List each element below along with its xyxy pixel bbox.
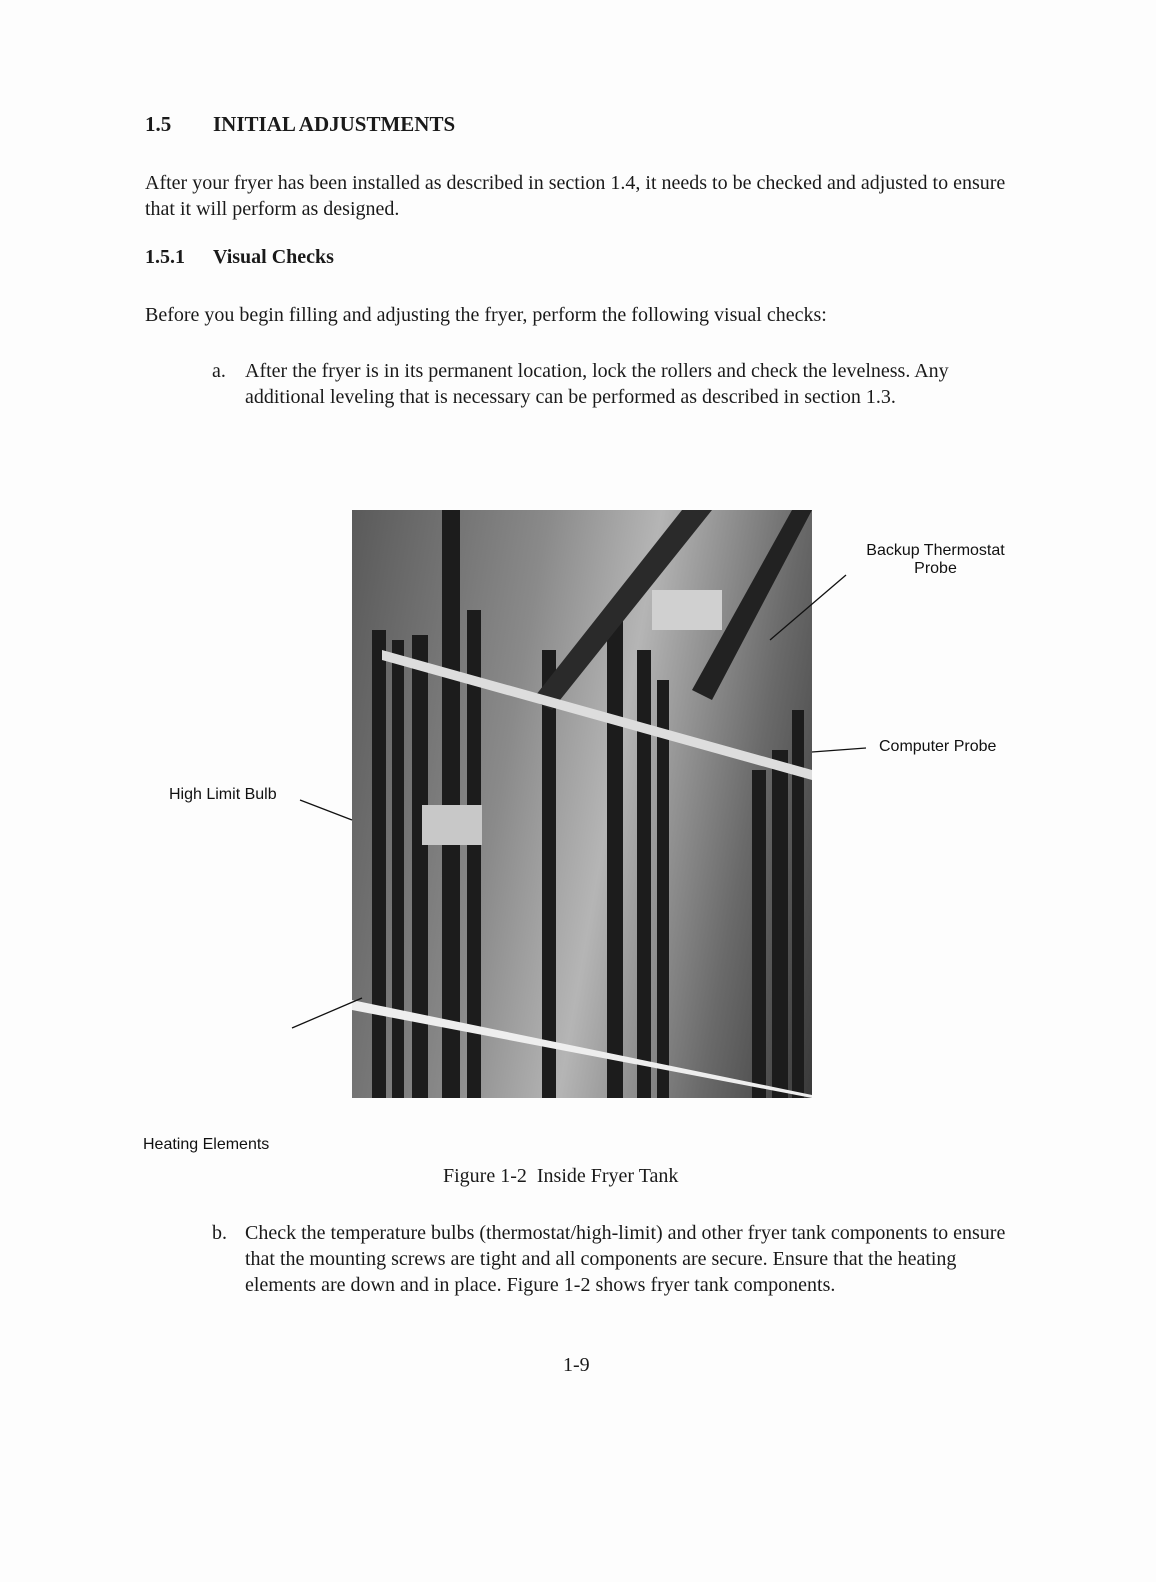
subsection-heading: 1.5.1 Visual Checks bbox=[145, 246, 334, 268]
label-backup-thermostat-probe: Backup Thermostat Probe bbox=[866, 542, 1005, 577]
label-heating-elements: Heating Elements bbox=[143, 1136, 270, 1153]
section-heading: 1.5 INITIAL ADJUSTMENTS bbox=[145, 112, 456, 136]
label-computer-probe: Computer Probe bbox=[879, 738, 997, 755]
page-number: 1-9 bbox=[563, 1354, 590, 1376]
heating-elements-illustration bbox=[352, 510, 812, 1098]
figure-caption: Figure 1-2 Inside Fryer Tank bbox=[443, 1165, 679, 1187]
list-item-a: a. After the fryer is in its permanent location, lock the rollers and check the levelness. Any additional leveling that is necessary can be performed as described in section 1.3. bbox=[212, 360, 949, 408]
intro-paragraph: After your fryer has been installed as described in section 1.4, it needs to be checked and adjusted to ensure that it will perform as designed. bbox=[145, 172, 1006, 220]
fryer-tank-photo bbox=[352, 510, 812, 1098]
list-item-b: b. Check the temperature bulbs (thermostat/high-limit) and other fryer tank components to ensure that the mounting screws are tight and all components are secure. Ensure that the heating elements are down and in place. Figure 1-2 shows fryer tank components. bbox=[212, 1222, 1006, 1296]
label-high-limit-bulb: High Limit Bulb bbox=[169, 786, 277, 803]
lead-paragraph: Before you begin filling and adjusting the fryer, perform the following visual checks: bbox=[145, 304, 827, 326]
